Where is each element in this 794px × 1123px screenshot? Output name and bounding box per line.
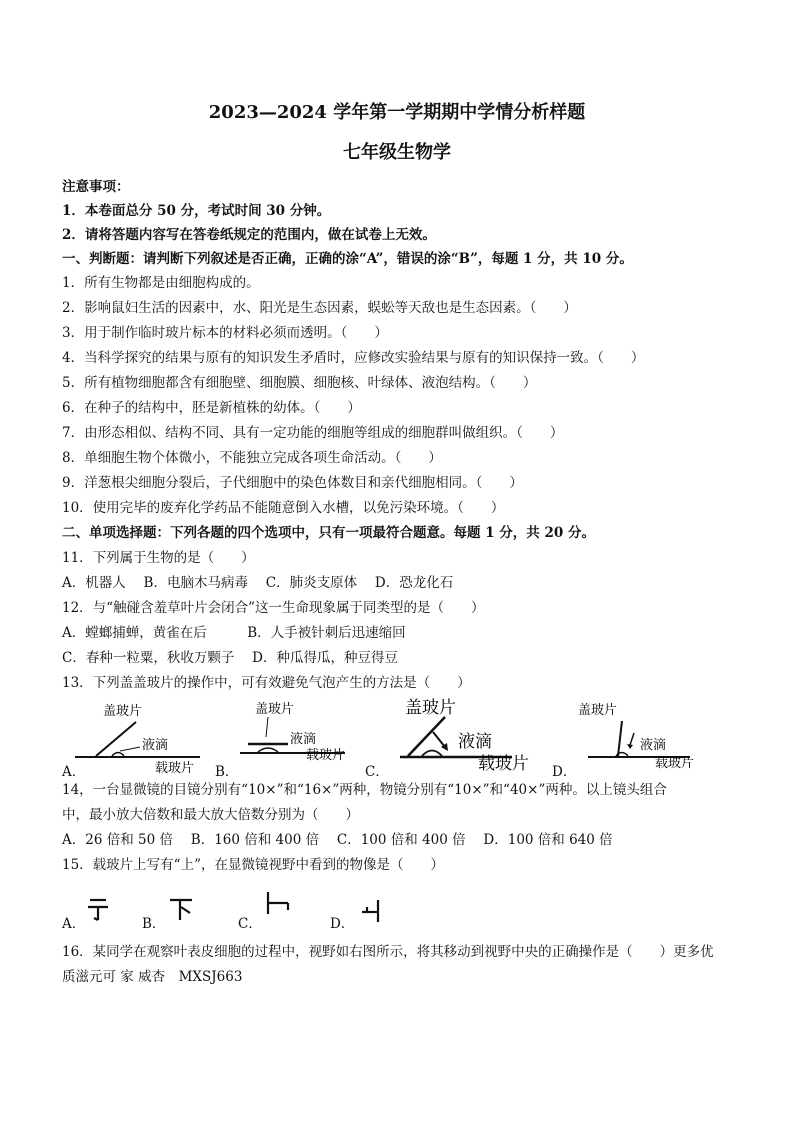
choice-question-11-options: A．机器人 B．电脑木马病毒 C．肺炎支原体 D．恐龙化石 [62,575,454,591]
choice-question-11: 11．下列属于生物的是（ ） [62,550,255,566]
choice-question-12-options-1: A．螳螂捕蝉，黄雀在后 B．人手被针刺后迅速缩回 [62,625,406,641]
coverslip-figures [0,697,794,777]
glyph-b [170,900,192,920]
fig-c-drop [422,751,442,757]
choice-question-13: 13．下列盖盖玻片的操作中，可有效避免气泡产生的方法是（ ） [62,675,471,691]
fig-b-label-drop: 液滴 [290,732,317,747]
fig-b-drop [258,748,278,752]
fig-a-coverslip [96,722,136,756]
judge-question-5: 5．所有植物细胞都含有细胞壁、细胞膜、细胞核、叶绿体、液泡结构。（ ） [62,375,537,391]
coverslip-figure-a [75,703,200,776]
fig-c-label-cover: 盖玻片 [405,698,456,718]
section1-heading: 一、判断题：请判断下列叙述是否正确，正确的涂“A”，错误的涂“B”，每题 1 分，共 10 分。 [62,251,633,267]
fig-c-coverslip [408,717,445,756]
fig-a-label-slide: 载玻片 [155,761,195,776]
exam-title: 2023—2024 学年第一学期期中学情分析样题 [208,102,586,123]
glyph-option-b: B． [142,916,166,932]
judge-question-4: 4．当科学探究的结果与原有的知识发生矛盾时，应修改实验结果与原有的知识保持一致。（ ） [62,350,645,366]
image-glyphs [0,888,794,928]
fig-option-d: D． [552,764,577,780]
choice-question-14-line-2: 中，最小放大倍数和最大放大倍数分别为（ ） [62,807,359,823]
glyph-c [268,892,288,914]
choice-question-16-line-2: 质滋元可 家 威杏 MXSJ663 [62,969,243,985]
fig-d-arrow [630,733,634,745]
notice-item-2: 2．请将答题内容写在答卷纸规定的范围内，做在试卷上无效。 [62,227,436,243]
fig-a-label-cover: 盖玻片 [103,704,143,719]
fig-d-label-cover: 盖玻片 [578,703,618,718]
glyph-option-d: D． [330,916,355,932]
notice-item-1: 1．本卷面总分 50 分，考试时间 30 分钟。 [62,203,331,219]
fig-c-label-slide: 载玻片 [478,754,529,774]
fig-b-label-slide: 载玻片 [306,748,346,763]
choice-question-15: 15．载玻片上写有“上”，在显微镜视野中看到的物像是（ ） [62,857,444,873]
section2-heading: 二、单项选择题：下列各题的四个选项中，只有一项最符合题意。每题 1 分，共 20 分。 [62,525,595,541]
glyph-d [362,900,378,922]
fig-b-leader-cover [266,717,268,737]
fig-d-label-slide: 载玻片 [655,756,695,771]
fig-d-label-drop: 液滴 [640,738,667,753]
judge-question-10: 10．使用完毕的废弃化学药品不能随意倒入水槽，以免污染环境。（ ） [62,500,505,516]
fig-a-drop [112,753,124,757]
fig-option-b: B． [215,764,239,780]
notice-heading: 注意事项： [62,179,130,195]
coverslip-figure-b [240,701,345,763]
judge-question-1: 1．所有生物都是由细胞构成的。 [62,275,260,291]
judge-question-3: 3．用于制作临时玻片标本的材料必须而透明。（ ） [62,325,388,341]
judge-question-2: 2．影响鼠妇生活的因素中，水、阳光是生态因素，蜈蚣等天敌也是生态因素。（ ） [62,300,577,316]
glyph-a [88,900,108,920]
fig-a-leader-drop [120,747,140,751]
glyph-option-c: C． [238,916,262,932]
fig-c-arrow [433,732,445,747]
fig-option-a: A． [62,764,86,780]
judge-question-9: 9．洋葱根尖细胞分裂后，子代细胞中的染色体数目和亲代细胞相同。（ ） [62,475,523,491]
fig-d-arrowhead [627,744,633,749]
choice-question-12-options-2: C．春种一粒粟，秋收万颗子 D．种瓜得瓜，种豆得豆 [62,650,398,666]
fig-c-label-drop: 液滴 [458,732,492,752]
fig-option-c: C． [365,764,389,780]
judge-question-7: 7．由形态相似、结构不同、具有一定功能的细胞等组成的细胞群叫做组织。（ ） [62,425,564,441]
fig-b-label-cover: 盖玻片 [255,702,295,717]
exam-subtitle: 七年级生物学 [343,142,451,163]
judge-question-8: 8．单细胞生物个体微小，不能独立完成各项生命活动。（ ） [62,450,442,466]
choice-question-12: 12．与“触碰含羞草叶片会闭合”这一生命现象属于同类型的是（ ） [62,600,485,616]
coverslip-figure-d [578,702,694,771]
glyph-option-a: A． [62,916,86,932]
choice-question-16-line-1: 16．某同学在观察叶表皮细胞的过程中，视野如右图所示，将其移动到视野中央的正确操作是（ ）更多优 [62,944,714,960]
fig-d-coverslip [618,721,622,756]
judge-question-6: 6．在种子的结构中，胚是新植株的幼体。（ ） [62,400,361,416]
fig-a-label-drop: 液滴 [142,738,169,753]
choice-question-14-line-1: 14，一台显微镜的目镜分别有“10×”和“16×”两种，物镜分别有“10×”和“40×”两种。以上镜头组合 [62,782,667,798]
choice-question-14-options: A．26 倍和 50 倍 B．160 倍和 400 倍 C．100 倍和 400 倍 D．100 倍和 640 倍 [62,832,613,848]
coverslip-figure-c [400,698,529,774]
